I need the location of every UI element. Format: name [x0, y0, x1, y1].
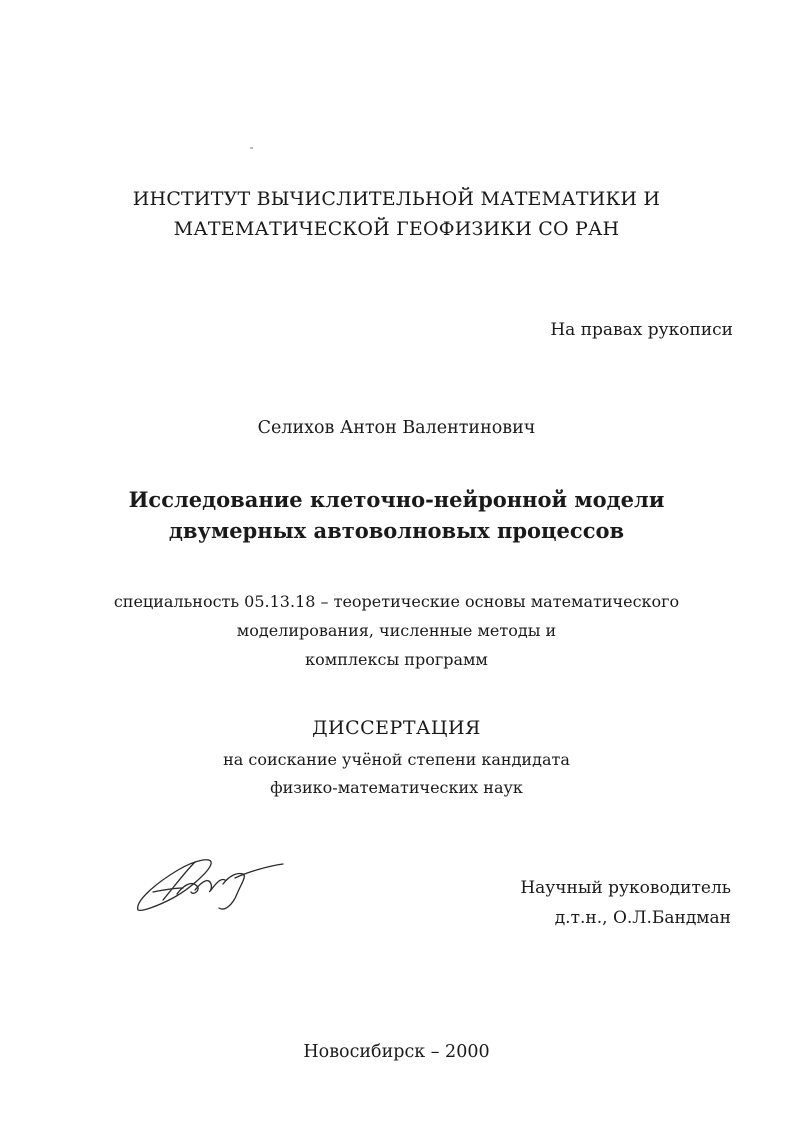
supervisor-label: Научный руководитель — [520, 878, 731, 898]
specialty-line-2: моделирования, численные методы и — [236, 621, 557, 640]
thesis-title-line-2: двумерных автоволновых процессов — [168, 518, 625, 543]
author-signature — [133, 850, 288, 915]
manuscript-rights-note: На правах рукописи — [550, 320, 733, 340]
thesis-title-line-1: Исследование клеточно-нейронной модели — [128, 487, 665, 512]
specialty-line-1: специальность 05.13.18 – теоретические основы математического — [113, 592, 680, 611]
institute-line-2: МАТЕМАТИЧЕСКОЙ ГЕОФИЗИКИ СО РАН — [173, 218, 620, 240]
city-year: Новосибирск – 2000 — [303, 1042, 490, 1062]
dissertation-heading: ДИССЕРТАЦИЯ — [312, 717, 481, 739]
specialty-line-3: комплексы программ — [305, 650, 488, 669]
author-name: Селихов Антон Валентинович — [257, 418, 536, 438]
institute-line-1: ИНСТИТУТ ВЫЧИСЛИТЕЛЬНОЙ МАТЕМАТИКИ И — [132, 188, 661, 210]
degree-line-2: физико-математических наук — [270, 778, 523, 797]
scan-speck — [250, 147, 253, 149]
supervisor-name: д.т.н., О.Л.Бандман — [554, 908, 731, 928]
degree-line-1: на соискание учёной степени кандидата — [223, 750, 570, 769]
